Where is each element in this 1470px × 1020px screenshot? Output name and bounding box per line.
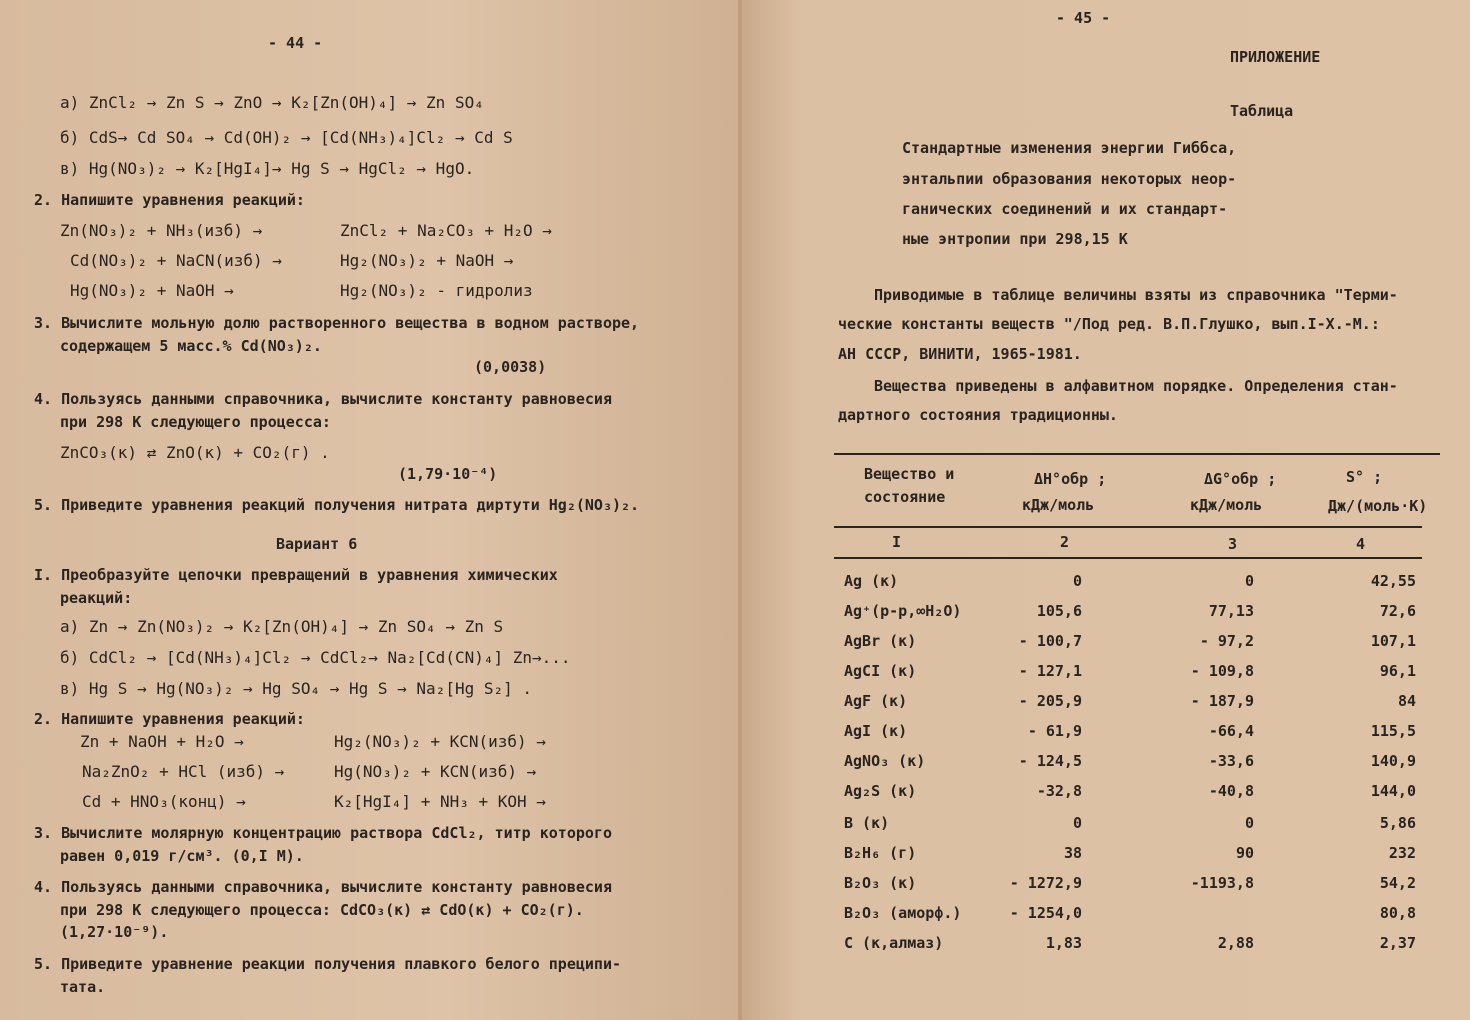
cell-entropy: 115,5 — [1370, 722, 1416, 740]
cell-entropy: 84 — [1397, 692, 1416, 710]
cell-gibbs: 90 — [1235, 844, 1254, 862]
cell-enthalpy: - 1254,0 — [1009, 904, 1082, 922]
cell-gibbs: 0 — [1244, 814, 1254, 832]
cell-gibbs: -33,6 — [1208, 752, 1254, 770]
q2-reaction-2a: Cd(NO₃)₂ + NaCN(изб) → — [70, 251, 282, 270]
cell-entropy: 144,0 — [1370, 782, 1416, 800]
variant-question-4-line-3: (1,27·10⁻⁹). — [60, 923, 169, 941]
caption-line-4: ные энтропии при 298,15 К — [902, 230, 1128, 248]
variant-q2-reaction-2b: Hg(NO₃)₂ + KCN(изб) → — [334, 762, 537, 781]
cell-gibbs: - 187,9 — [1190, 692, 1254, 710]
cell-entropy: 107,1 — [1370, 632, 1416, 650]
chain-b: б) CdS→ Cd SO₄ → Cd(OH)₂ → [Cd(NH₃)₄]Cl₂ → Cd S — [60, 128, 513, 147]
table-top-rule — [834, 453, 1440, 455]
right-page — [742, 0, 1470, 1020]
variant-question-1-line-2: реакций: — [60, 589, 133, 607]
caption-line-3: ганических соединений и их стандарт- — [902, 200, 1228, 218]
header-col2-line2: кДж/моль — [1022, 496, 1095, 514]
header-col4-line2: Дж/(моль·К) — [1328, 497, 1428, 515]
question-4-line-2: при 298 К следующего процесса: — [60, 413, 331, 431]
q2-reaction-3b: Hg₂(NO₃)₂ - гидролиз — [340, 281, 533, 300]
q2-reaction-1a: Zn(NO₃)₂ + NH₃(изб) → — [60, 221, 263, 240]
cell-entropy: 2,37 — [1379, 934, 1416, 952]
cell-entropy: 54,2 — [1379, 874, 1416, 892]
variant-question-5-line-1: 5. Приведите уравнение реакции получения плавкого белого преципи- — [34, 955, 621, 973]
cell-gibbs: 0 — [1244, 572, 1254, 590]
cell-entropy: 72,6 — [1379, 602, 1416, 620]
variant-question-3-line-1: 3. Вычислите молярную концентрацию раствора CdCl₂, титр которого — [34, 824, 612, 842]
header-col1-line1: Вещество и — [864, 465, 955, 483]
caption-line-1: Стандартные изменения энергии Гиббса, — [902, 139, 1237, 157]
table-label: Таблица — [1230, 102, 1294, 120]
header-col2-line1: ΔH°обр ; — [1034, 470, 1107, 488]
paragraph-1-line-2: ческие константы веществ "/Под ред. В.П.Глушко, вып.I-X.-М.: — [838, 315, 1380, 333]
cell-substance: C (к,алмаз) — [844, 934, 944, 952]
cell-gibbs: - 109,8 — [1190, 662, 1254, 680]
cell-substance: AgNO₃ (к) — [844, 752, 926, 770]
caption-line-2: энтальпии образования некоторых неор- — [902, 170, 1237, 188]
paragraph-2-line-2: дартного состояния традиционны. — [838, 406, 1118, 424]
cell-enthalpy: - 127,1 — [1018, 662, 1082, 680]
question-4-equation: ZnCO₃(к) ⇄ ZnO(к) + CO₂(г) . — [60, 443, 330, 462]
variant-q2-reaction-3b: K₂[HgI₄] + NH₃ + KOH → — [334, 792, 546, 811]
table-header-rule — [834, 526, 1422, 528]
question-4-answer: (1,79·10⁻⁴) — [398, 465, 498, 483]
cell-enthalpy: - 100,7 — [1018, 632, 1082, 650]
cell-gibbs: 2,88 — [1217, 934, 1254, 952]
cell-substance: B (к) — [844, 814, 890, 832]
question-3-answer: (0,0038) — [474, 358, 547, 376]
variant-q2-reaction-2a: Na₂ZnO₂ + HCl (изб) → — [82, 762, 285, 781]
cell-substance: B₂H₆ (г) — [844, 844, 917, 862]
header-col3-line1: ΔG°обр ; — [1204, 470, 1277, 488]
variant-question-3-line-2: равен 0,019 г/см³. (0,I М). — [60, 847, 304, 865]
cell-enthalpy: 105,6 — [1036, 602, 1082, 620]
chain-c: в) Hg(NO₃)₂ → K₂[HgI₄]→ Hg S → HgCl₂ → HgO. — [60, 159, 475, 178]
cell-gibbs: -40,8 — [1208, 782, 1254, 800]
col-number-1: I — [892, 533, 902, 551]
variant-chain-b: б) CdCl₂ → [Cd(NH₃)₄]Cl₂ → CdCl₂→ Na₂[Cd(CN)₄] Zn→... — [60, 648, 571, 667]
variant-q2-reaction-1b: Hg₂(NO₃)₂ + KCN(изб) → — [334, 732, 546, 751]
cell-substance: Ag⁺(р-р,∞H₂O) — [844, 602, 962, 620]
question-5-line: 5. Приведите уравнения реакций получения нитрата диртути Hg₂(NO₃)₂. — [34, 496, 640, 514]
cell-entropy: 42,55 — [1370, 572, 1416, 590]
cell-enthalpy: - 61,9 — [1027, 722, 1082, 740]
paragraph-1-line-3: АН СССР, ВИНИТИ, 1965-1981. — [838, 345, 1082, 363]
col-number-3: 3 — [1228, 535, 1238, 553]
chain-a: а) ZnCl₂ → Zn S → ZnO → K₂[Zn(OH)₄] → Zn SO₄ — [60, 93, 484, 112]
cell-gibbs: 77,13 — [1208, 602, 1254, 620]
col-number-2: 2 — [1060, 533, 1070, 551]
cell-substance: Ag₂S (к) — [844, 782, 917, 800]
cell-entropy: 140,9 — [1370, 752, 1416, 770]
variant-question-4-line-1: 4. Пользуясь данными справочника, вычислите константу равновесия — [34, 878, 612, 896]
cell-substance: AgBr (к) — [844, 632, 917, 650]
cell-enthalpy: - 124,5 — [1018, 752, 1082, 770]
paragraph-2-line-1: Вещества приведены в алфавитном порядке. Определения стан- — [874, 377, 1398, 395]
cell-entropy: 5,86 — [1379, 814, 1416, 832]
variant-question-5-line-2: тата. — [60, 978, 106, 996]
cell-enthalpy: 1,83 — [1045, 934, 1082, 952]
paragraph-1-line-1: Приводимые в таблице величины взяты из справочника "Терми- — [874, 286, 1398, 304]
variant-q2-reaction-1a: Zn + NaOH + H₂O → — [80, 732, 244, 751]
cell-substance: B₂O₃ (к) — [844, 874, 917, 892]
cell-gibbs: - 97,2 — [1199, 632, 1254, 650]
variant-question-4-line-2: при 298 К следующего процесса: CdCO₃(к) ⇄ CdO(к) + CO₂(г). — [60, 901, 584, 919]
variant-question-2-title: 2. Напишите уравнения реакций: — [34, 710, 305, 728]
header-col3-line2: кДж/моль — [1190, 496, 1263, 514]
variant-chain-c: в) Hg S → Hg(NO₃)₂ → Hg SO₄ → Hg S → Na₂[Hg S₂] . — [60, 679, 533, 698]
header-col1-line2: состояние — [864, 488, 946, 506]
cell-entropy: 232 — [1388, 844, 1416, 862]
col-number-4: 4 — [1356, 535, 1366, 553]
question-3-line-2: содержащем 5 масс.% Cd(NO₃)₂. — [60, 337, 322, 355]
question-2-title: 2. Напишите уравнения реакций: — [34, 191, 305, 209]
table-numbers-rule — [834, 557, 1422, 559]
cell-enthalpy: -32,8 — [1036, 782, 1082, 800]
variant-q2-reaction-3a: Cd + HNO₃(конц) → — [82, 792, 246, 811]
cell-enthalpy: - 205,9 — [1018, 692, 1082, 710]
variant-question-1-line-1: I. Преобразуйте цепочки превращений в уравнения химических — [34, 566, 558, 584]
cell-enthalpy: - 1272,9 — [1009, 874, 1082, 892]
header-col4-line1: S° ; — [1346, 468, 1383, 486]
question-3-line-1: 3. Вычислите мольную долю растворенного вещества в водном растворе, — [34, 314, 640, 332]
cell-gibbs: -1193,8 — [1190, 874, 1254, 892]
appendix-heading: ПРИЛОЖЕНИЕ — [1230, 48, 1321, 66]
cell-enthalpy: 0 — [1072, 572, 1082, 590]
cell-substance: Ag (к) — [844, 572, 899, 590]
cell-substance: AgF (к) — [844, 692, 908, 710]
variant-chain-a: а) Zn → Zn(NO₃)₂ → K₂[Zn(OH)₄] → Zn SO₄ → Zn S — [60, 617, 504, 636]
question-4-line-1: 4. Пользуясь данными справочника, вычислите константу равновесия — [34, 390, 612, 408]
cell-substance: AgI (к) — [844, 722, 908, 740]
variant-title: Вариант 6 — [276, 535, 358, 553]
cell-entropy: 80,8 — [1379, 904, 1416, 922]
q2-reaction-3a: Hg(NO₃)₂ + NaOH → — [70, 281, 234, 300]
cell-enthalpy: 0 — [1072, 814, 1082, 832]
cell-substance: AgCI (к) — [844, 662, 917, 680]
cell-substance: B₂O₃ (аморф.) — [844, 904, 962, 922]
cell-gibbs: -66,4 — [1208, 722, 1254, 740]
page-number-left: - 44 - — [268, 34, 323, 52]
cell-enthalpy: 38 — [1063, 844, 1082, 862]
q2-reaction-1b: ZnCl₂ + Na₂CO₃ + H₂O → — [340, 221, 552, 240]
q2-reaction-2b: Hg₂(NO₃)₂ + NaOH → — [340, 251, 514, 270]
page-number-right: - 45 - — [1056, 9, 1111, 27]
cell-entropy: 96,1 — [1379, 662, 1416, 680]
